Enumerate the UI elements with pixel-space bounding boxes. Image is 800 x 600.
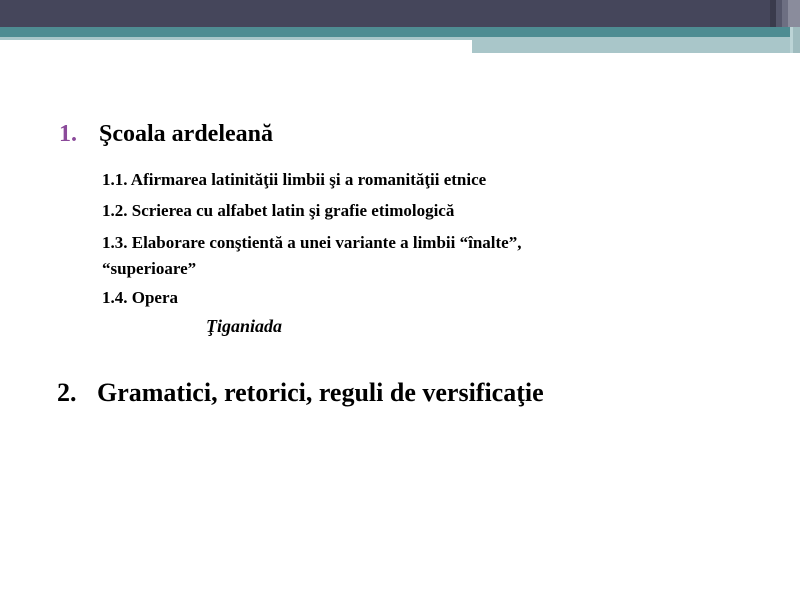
header-light-stripe-right <box>472 37 800 53</box>
list-title-1: Şcoala ardeleană <box>99 121 273 147</box>
header-bar-accent <box>770 0 800 27</box>
header-corner-accent <box>790 27 800 53</box>
subitem-1-4: 1.4. Opera <box>102 288 179 307</box>
work-title: Ţiganiada <box>206 316 283 336</box>
header-bar <box>0 0 800 27</box>
list-number-1: 1. <box>59 121 77 147</box>
list-number-2: 2. <box>57 378 77 407</box>
list-item-2 <box>57 378 544 408</box>
subitem-1-3: 1.3. Elaborare conştientă a unei variante a limbii “înalte”, <box>102 233 522 252</box>
header-light-stripe-left <box>0 37 472 40</box>
header-teal-stripe <box>0 27 800 37</box>
subitem-1-1: 1.1. Afirmarea latinităţii limbii şi a romanităţii etnice <box>102 170 487 189</box>
list-item-1 <box>59 121 273 148</box>
subitem-1-2: 1.2. Scrierea cu alfabet latin şi grafie etimologică <box>102 201 455 220</box>
list-title-2: Gramatici, retorici, reguli de versificaţie <box>97 378 544 407</box>
subitem-1-3-continued: “superioare” <box>102 259 197 278</box>
